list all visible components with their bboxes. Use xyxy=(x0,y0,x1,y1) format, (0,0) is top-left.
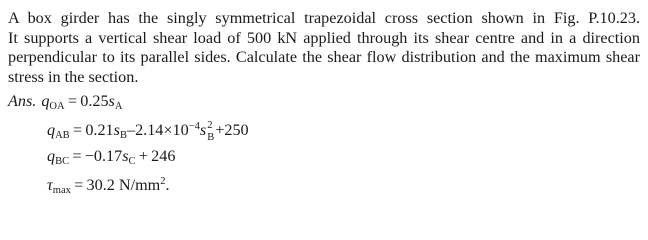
coefficient: −0.17 xyxy=(84,147,123,166)
coefficient: 0.25 xyxy=(80,92,109,111)
answer-tau-max: $\tau_{max} = 30.2$ $N/mm^2$. xyxy=(47,176,170,197)
sup-sub-stack xyxy=(206,120,215,144)
problem-statement xyxy=(8,9,640,87)
variable-subscript: A xyxy=(114,101,123,113)
tau-symbol: τ xyxy=(47,176,53,195)
q-symbol: q xyxy=(47,121,56,140)
problem-line-3: perpendicular to its parallel sides. Calculate the shear flow distribution and the maximum shear xyxy=(8,48,640,67)
q-symbol: q xyxy=(47,147,56,166)
q-subscript: OA xyxy=(49,101,65,113)
power-exponent: −4 xyxy=(188,121,200,133)
answer-q-bc: $q_{BC} = -0.17s_C + 246$ xyxy=(47,147,176,168)
constant: 246 xyxy=(151,147,176,166)
variable-subscript: B xyxy=(207,132,215,144)
tau-subscript: max xyxy=(52,185,71,197)
tau-value: 30.2 xyxy=(86,176,115,195)
answer-block xyxy=(8,91,640,201)
variable-subscript: C xyxy=(128,156,136,168)
variable-subscript: B xyxy=(119,130,127,142)
coefficient: 2.14 xyxy=(135,121,164,140)
answer-q-oa: Ans. $q_{OA} = 0.25s_A$ xyxy=(8,92,123,113)
variable-s: s xyxy=(108,92,115,111)
q-subscript: BC xyxy=(55,156,70,168)
q-symbol: q xyxy=(41,92,50,111)
times-sign: × xyxy=(163,121,173,140)
terminator: . xyxy=(165,176,170,195)
variable-superscript: 2 xyxy=(207,120,213,132)
power-base: 10 xyxy=(172,121,189,140)
variable-s: s xyxy=(113,121,120,140)
problem-line-4: stress in the section. xyxy=(8,67,139,86)
coefficient: 0.21 xyxy=(85,121,114,140)
answer-q-ab: $q_{AB} = 0.21s_B-2.14\times 10^{-4}s$ 2 B +250 xyxy=(8,117,640,146)
tau-unit: N/mm xyxy=(118,176,161,195)
page xyxy=(8,9,640,201)
unit-exponent: 2 xyxy=(160,176,166,188)
problem-line-1: A box girder has the singly symmetrical trapezoidal cross section shown in Fig. P.10.23. xyxy=(8,9,640,27)
variable-s: s xyxy=(199,121,207,140)
problem-line-2: It supports a vertical shear load of 500 kN applied through its shear centre and in a direction xyxy=(8,28,640,47)
answer-label: Ans. xyxy=(8,92,37,111)
variable-s: s xyxy=(122,147,129,166)
constant: 250 xyxy=(224,121,249,140)
q-subscript: AB xyxy=(55,130,70,142)
